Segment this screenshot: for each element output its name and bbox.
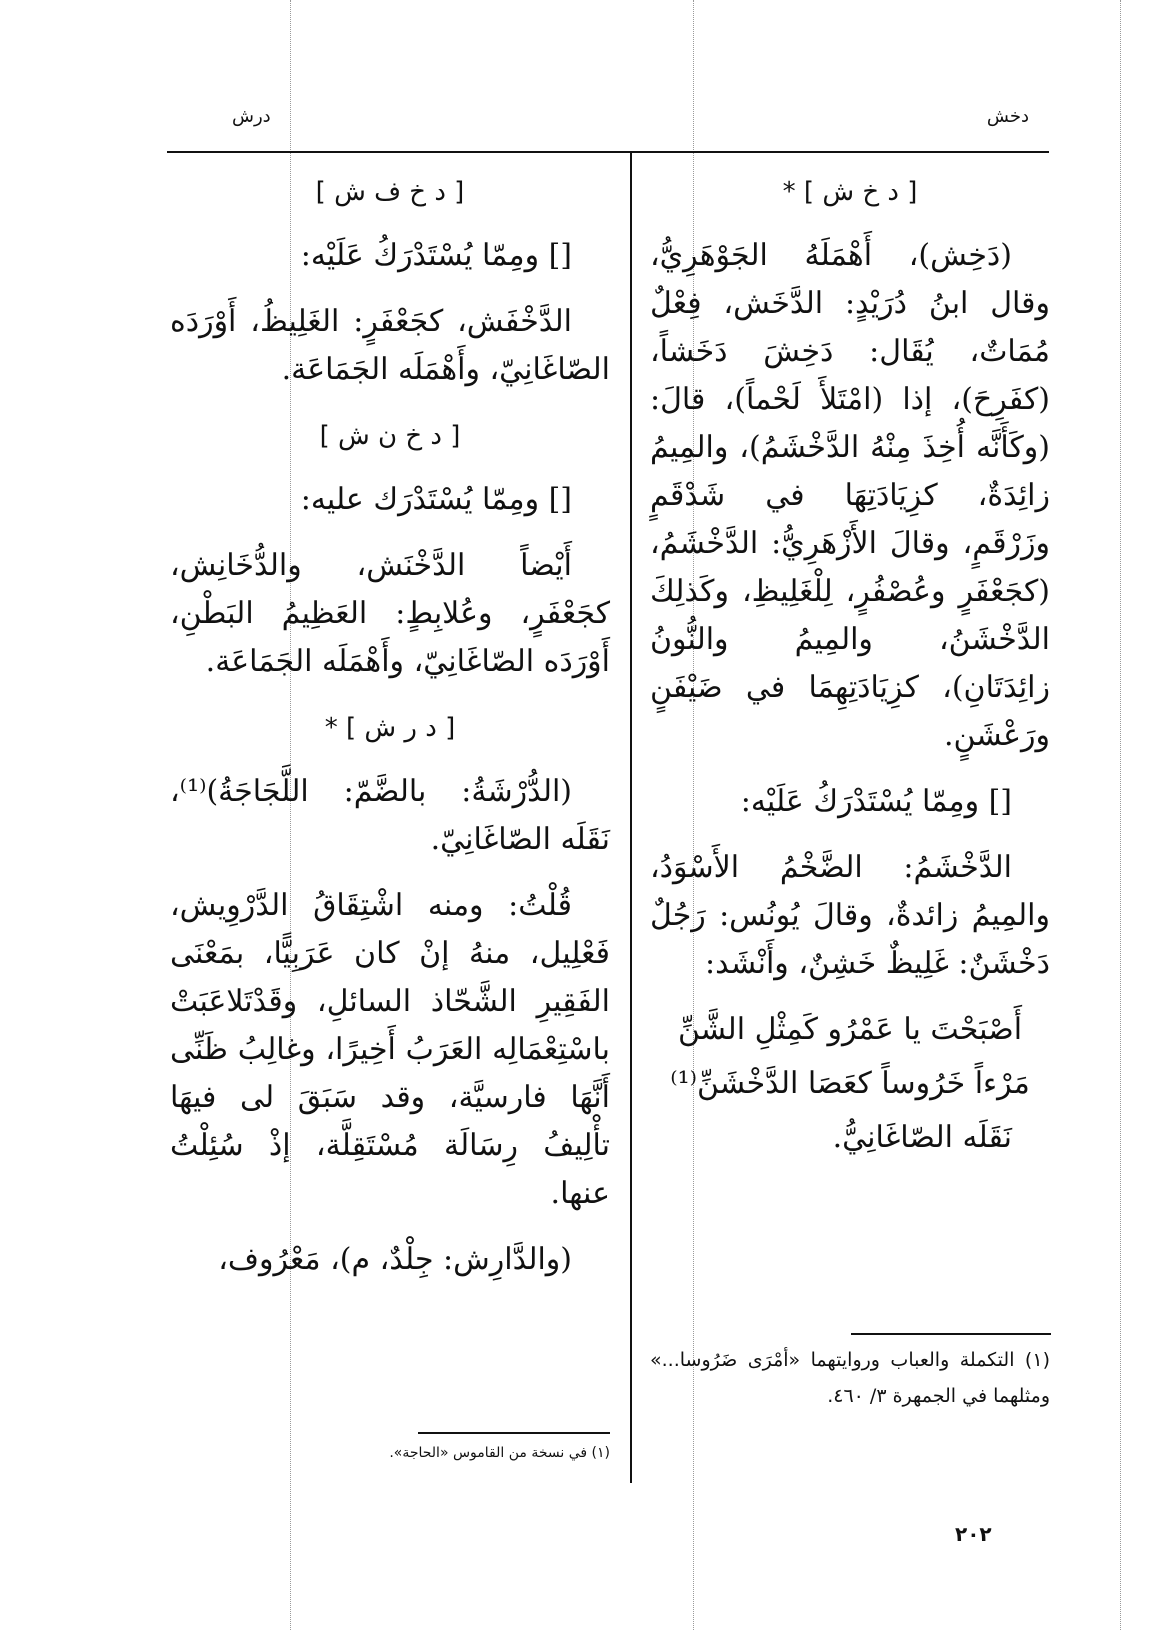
footnote-right: (١) التكملة والعباب وروايتهما «أمْرَى ضَرُوسا...» ومثلهما في الجمهرة ٣/ ٤٦٠. [650,1349,1050,1407]
addendum-label: [] ومِمّا يُسْتَدْرَكُ عَلَيْه: [740,784,1012,819]
page-number: ٢٠٢ [955,1522,992,1546]
entry-body: الدَّخْفَش، كجَعْفَرٍ: الغَلِيظُ، أَوْرَدَه الصّاغَانِيّ، وأَهْمَلَه الجَمَاعَة. [170,304,610,387]
column-divider [630,153,632,1483]
poem-verse: أَصْبَحْتَ يا عَمْرُو كَمِثْلِ الشَّنِّ [677,1012,1023,1047]
footnote-left: (١) في نسخة من القاموس «الحاجة». [389,1445,610,1461]
entry-body: الدَّخْشَمُ: الضَّخْمُ الأَسْوَدُ، والمِيمُ زائدةٌ، وقالَ يُونُس: رَجُلٌ دَخْشَنٌ: غَلِيظٌ خَشِنٌ، وأَنْشَد: [650,850,1050,981]
entry-body: أَيْضاً الدَّخْنَش، والدُّخَانِش، كجَعْفَرٍ، وعُلابِطٍ: العَظِيمُ البَطْنِ، أَوْرَدَه الصّاغَانِيّ، وأَهْمَلَه الجَمَاعَة. [170,548,610,679]
entry-body: (الدُّرْشَةُ: بالضَّمّ: اللَّجَاجَةُ)⁽¹⁾، نَقَلَه الصّاغَانِيّ. [170,774,610,857]
addendum-label: [] ومِمّا يُسْتَدْرَك عليه: [300,482,572,517]
right-column [650,168,1050,1180]
entry-body: (دَخِش)، أَهْمَلَهُ الجَوْهَرِيُّ، وقال ابنُ دُرَيْدٍ: الدَّخَش، فِعْلٌ مُمَاتٌ، يُقَال: دَخِشَ دَخَشاً، (كفَرِحَ)، إذا (امْتَلأَ لَحْماً)، قالَ: (وكَأَنَّه أُخِذَ مِنْهُ الدَّخْشَمُ)، والمِيمُ زائِدَةٌ، كزِيَادَتِهَا في شَدْقَمٍ وزَرْقَمٍ، وقالَ الأَزْهَرِيُّ: الدَّخْشَمُ، (كجَعْفَرٍ وعُصْفُرٍ، لِلْغَلِيظِ، وكَذلِكَ الدَّخْشَنُ، والمِيمُ والنُّونُ زائِدَتَانِ)، كزِيَادَتِهِمَا في ضَيْفَنٍ ورَعْشَنٍ. [650,238,1050,753]
entry-body: (والدَّارِش: جِلْدٌ، م)، مَعْرُوف، [218,1242,572,1277]
entry-body: نَقَلَه الصّاغَانِيُّ. [832,1120,1012,1155]
addendum-label: [] ومِمّا يُسْتَدْرَكُ عَلَيْه: [300,238,572,273]
footnote-rule-left [418,1432,610,1434]
header-rule [167,151,1049,153]
entry-heading-dkhnsh: [ د خ ن ش ] [319,421,461,451]
poem-verse: مَرْءاً خَرُوساً كعَصَا الدَّخْشَنِّ⁽¹⁾ [670,1066,1030,1101]
entry-heading-dkhfsh: [ د خ ف ش ] [315,177,465,207]
entry-body: قُلْتُ: ومنه اشْتِقَاقُ الدَّرْوِيش، فَعْلِيل، منهُ إنْ كان عَرَبِيًّا، بمَعْنَى الفَقِيرِ الشَّحّاذ السائلِ، وقَدْتَلاعَبَتْ باسْتِعْمَالِه العَرَبُ أَخِيرًا، وغالِبُ ظَنِّى أَنَّهَا فارسيَّة، وقد سَبَقَ لى فيهَا تأْلِيفُ رِسَالَة مُسْتَقِلَّة، إذْ سُئِلْتُ عنها. [170,888,610,1211]
running-header-left: درش [232,106,271,127]
footnote-rule-right [851,1333,1051,1335]
entry-heading-dkhsh: [ د خ ش ] * [782,177,918,207]
running-header-right: دخش [986,106,1029,127]
entry-heading-drsh: [ د ر ش ] * [324,713,456,743]
scan-dotted-line-right [1120,0,1121,1630]
left-column [170,168,610,1302]
